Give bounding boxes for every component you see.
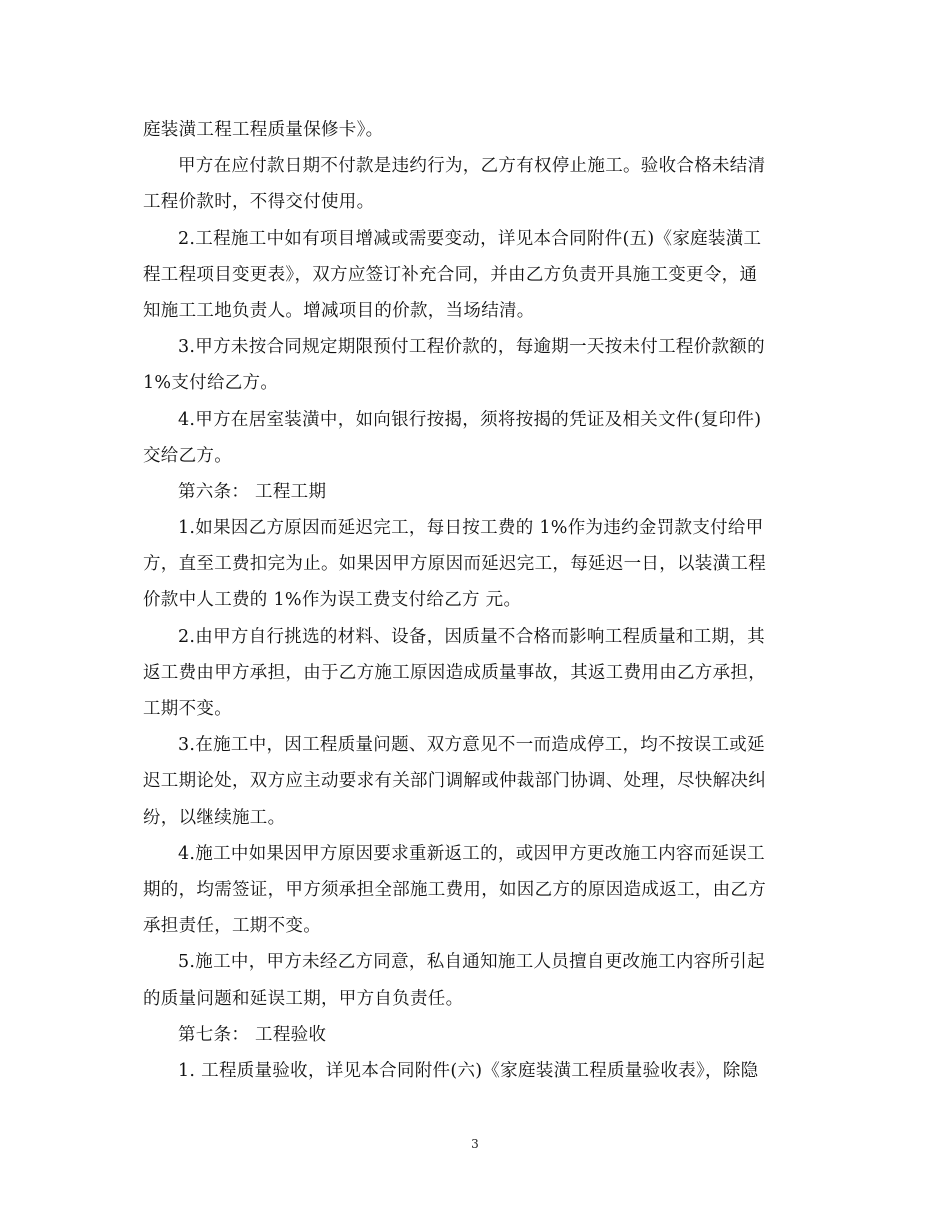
- text-line: 第六条： 工程工期: [178, 481, 327, 502]
- text-line: 2.由甲方自行挑选的材料、设备，因质量不合格而影响工程质量和工期，其: [178, 626, 765, 647]
- text-line: 期的，均需签证，甲方须承担全部施工费用，如因乙方的原因造成返工，由乙方: [143, 879, 766, 900]
- text-line: 4.甲方在居室装潢中，如向银行按揭，须将按揭的凭证及相关文件(复印件): [178, 409, 762, 430]
- text-line: 1. 工程质量验收，详见本合同附件(六)《家庭装潢工程质量验收表》，除隐: [178, 1060, 759, 1081]
- paragraph: [143, 112, 808, 148]
- paragraph: [143, 221, 808, 330]
- paragraph: [143, 836, 808, 945]
- text-line: 纷，以继续施工。: [143, 807, 286, 828]
- paragraph: [143, 402, 808, 474]
- text-line: 返工费由甲方承担，由于乙方施工原因造成质量事故，其返工费用由乙方承担，: [143, 662, 766, 683]
- text-line: 1.如果因乙方原因而延迟完工，每日按工费的 1%作为违约金罚款支付给甲: [178, 518, 764, 539]
- paragraph: [143, 148, 808, 220]
- text-line: 程工程项目变更表》，双方应签订补充合同，并由乙方负责开具施工变更令，通: [143, 264, 758, 285]
- text-line: 3.甲方未按合同规定期限预付工程价款的，每逾期一天按未付工程价款额的: [178, 337, 765, 358]
- paragraph: [143, 474, 808, 510]
- paragraph: [143, 727, 808, 836]
- text-line: 的质量问题和延误工期，甲方自负责任。: [143, 988, 464, 1009]
- text-line: 甲方在应付款日期不付款是违约行为，乙方有权停止施工。验收合格未结清: [178, 156, 766, 177]
- text-line: 工期不变。: [143, 699, 232, 719]
- paragraph: [143, 510, 808, 619]
- document-body: [143, 112, 808, 1089]
- text-line: 交给乙方。: [143, 445, 232, 466]
- paragraph: [143, 1053, 808, 1089]
- text-line: 方，直至工费扣完为止。如果因甲方原因而延迟完工，每延迟一日，以装潢工程: [143, 554, 766, 575]
- text-line: 知施工工地负责人。增减项目的价款，当场结清。: [143, 300, 535, 321]
- paragraph: [143, 1017, 808, 1053]
- text-line: 承担责任，工期不变。: [143, 916, 321, 937]
- text-line: 迟工期论处，双方应主动要求有关部门调解或仲裁部门协调、处理，尽快解决纠: [143, 771, 766, 792]
- text-line: 5.施工中，甲方未经乙方同意，私自通知施工人员擅自更改施工内容所引起: [178, 952, 765, 973]
- text-line: 第七条： 工程验收: [178, 1024, 327, 1045]
- text-line: 庭装潢工程工程质量保修卡》。: [143, 120, 384, 140]
- paragraph: [143, 944, 808, 1016]
- text-line: 4.施工中如果因甲方原因要求重新返工的，或因甲方更改施工内容而延误工: [178, 843, 765, 864]
- text-line: 3.在施工中，因工程质量问题、双方意见不一而造成停工，均不按误工或延: [178, 735, 765, 756]
- text-line: 工程价款时，不得交付使用。: [143, 192, 375, 213]
- paragraph: [143, 329, 808, 401]
- text-line: 价款中人工费的 1%作为误工费支付给乙方 元。: [143, 590, 522, 611]
- text-line: 1%支付给乙方。: [143, 373, 279, 394]
- paragraph: [143, 619, 808, 728]
- page-number: 3: [471, 1137, 479, 1151]
- text-line: 2.工程施工中如有项目增减或需要变动，详见本合同附件(五)《家庭装潢工: [178, 228, 762, 249]
